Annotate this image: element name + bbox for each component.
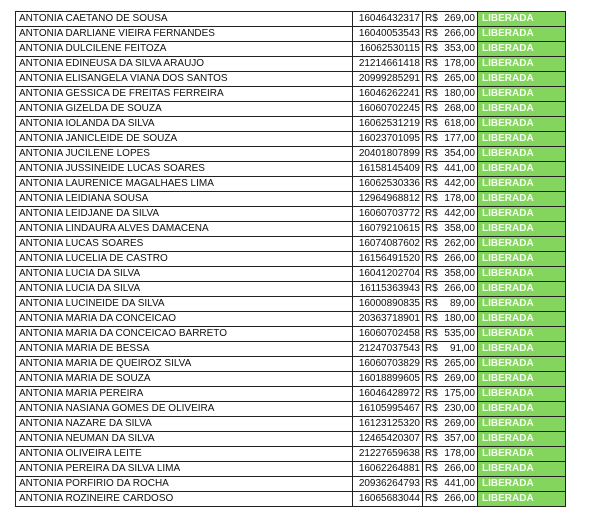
currency-cell: R$ (423, 177, 440, 192)
status-badge: LIBERADA (478, 267, 566, 282)
table-row (16, 327, 566, 342)
code-cell: 16046432317 (353, 12, 423, 27)
currency-cell: R$ (423, 237, 440, 252)
status-badge: LIBERADA (478, 387, 566, 402)
currency-cell: R$ (423, 492, 440, 507)
code-cell: 16115363943 (353, 282, 423, 297)
value-cell: 441,00 (440, 162, 478, 177)
name-cell: ANTONIA JUCILENE LOPES (16, 147, 353, 162)
value-cell: 618,00 (440, 117, 478, 132)
status-badge: LIBERADA (478, 87, 566, 102)
status-badge: LIBERADA (478, 297, 566, 312)
name-cell: ANTONIA PEREIRA DA SILVA LIMA (16, 462, 353, 477)
value-cell: 269,00 (440, 417, 478, 432)
status-badge: LIBERADA (478, 57, 566, 72)
code-cell: 20363718901 (353, 312, 423, 327)
table-row (16, 402, 566, 417)
currency-cell: R$ (423, 387, 440, 402)
code-cell: 16156491520 (353, 252, 423, 267)
currency-cell: R$ (423, 132, 440, 147)
table-row (16, 72, 566, 87)
status-badge: LIBERADA (478, 207, 566, 222)
table-row (16, 12, 566, 27)
code-cell: 16060703829 (353, 357, 423, 372)
currency-cell: R$ (423, 102, 440, 117)
name-cell: ANTONIA MARIA DE SOUZA (16, 372, 353, 387)
code-cell: 16041202704 (353, 267, 423, 282)
name-cell: ANTONIA JUSSINEIDE LUCAS SOARES (16, 162, 353, 177)
name-cell: ANTONIA CAETANO DE SOUSA (16, 12, 353, 27)
code-cell: 16046262241 (353, 87, 423, 102)
table-row (16, 147, 566, 162)
table-row (16, 132, 566, 147)
code-cell: 12964968812 (353, 192, 423, 207)
value-cell: 266,00 (440, 27, 478, 42)
name-cell: ANTONIA GIZELDA DE SOUZA (16, 102, 353, 117)
value-cell: 265,00 (440, 357, 478, 372)
name-cell: ANTONIA OLIVEIRA LEITE (16, 447, 353, 462)
status-badge: LIBERADA (478, 222, 566, 237)
value-cell: 266,00 (440, 462, 478, 477)
value-cell: 266,00 (440, 252, 478, 267)
value-cell: 353,00 (440, 42, 478, 57)
name-cell: ANTONIA NASIANA GOMES DE OLIVEIRA (16, 402, 353, 417)
name-cell: ANTONIA MARIA DA CONCEICAO BARRETO (16, 327, 353, 342)
value-cell: 357,00 (440, 432, 478, 447)
status-badge: LIBERADA (478, 462, 566, 477)
name-cell: ANTONIA LAURENICE MAGALHAES LIMA (16, 177, 353, 192)
name-cell: ANTONIA DARLIANE VIEIRA FERNANDES (16, 27, 353, 42)
value-cell: 269,00 (440, 372, 478, 387)
table-row (16, 312, 566, 327)
name-cell: ANTONIA ELISANGELA VIANA DOS SANTOS (16, 72, 353, 87)
value-cell: 268,00 (440, 102, 478, 117)
value-cell: 180,00 (440, 87, 478, 102)
code-cell: 16060703772 (353, 207, 423, 222)
code-cell: 20401807899 (353, 147, 423, 162)
table-row (16, 117, 566, 132)
name-cell: ANTONIA LEIDIANA SOUSA (16, 192, 353, 207)
currency-cell: R$ (423, 402, 440, 417)
table-row (16, 447, 566, 462)
code-cell: 16046428972 (353, 387, 423, 402)
status-badge: LIBERADA (478, 72, 566, 87)
currency-cell: R$ (423, 447, 440, 462)
table-row (16, 477, 566, 492)
currency-cell: R$ (423, 12, 440, 27)
code-cell: 21227659638 (353, 447, 423, 462)
status-badge: LIBERADA (478, 342, 566, 357)
code-cell: 16040053543 (353, 27, 423, 42)
name-cell: ANTONIA MARIA DE QUEIROZ SILVA (16, 357, 353, 372)
status-badge: LIBERADA (478, 432, 566, 447)
table-body (16, 12, 566, 507)
status-badge: LIBERADA (478, 447, 566, 462)
code-cell: 16074087602 (353, 237, 423, 252)
currency-cell: R$ (423, 87, 440, 102)
table-row (16, 372, 566, 387)
table-row (16, 207, 566, 222)
status-badge: LIBERADA (478, 177, 566, 192)
table-row (16, 162, 566, 177)
currency-cell: R$ (423, 312, 440, 327)
currency-cell: R$ (423, 27, 440, 42)
status-badge: LIBERADA (478, 372, 566, 387)
currency-cell: R$ (423, 207, 440, 222)
currency-cell: R$ (423, 282, 440, 297)
value-cell: 442,00 (440, 207, 478, 222)
table-row (16, 237, 566, 252)
beneficiary-table (15, 11, 566, 507)
table-row (16, 492, 566, 507)
currency-cell: R$ (423, 372, 440, 387)
name-cell: ANTONIA MARIA DA CONCEICAO (16, 312, 353, 327)
status-badge: LIBERADA (478, 477, 566, 492)
name-cell: ANTONIA LUCAS SOARES (16, 237, 353, 252)
name-cell: ANTONIA MARIA PEREIRA (16, 387, 353, 402)
table-row (16, 177, 566, 192)
code-cell: 16062530336 (353, 177, 423, 192)
code-cell: 20999285291 (353, 72, 423, 87)
code-cell: 16062530115 (353, 42, 423, 57)
code-cell: 21247037543 (353, 342, 423, 357)
status-badge: LIBERADA (478, 42, 566, 57)
code-cell: 21214661418 (353, 57, 423, 72)
status-badge: LIBERADA (478, 162, 566, 177)
value-cell: 175,00 (440, 387, 478, 402)
code-cell: 16062264881 (353, 462, 423, 477)
table-row (16, 267, 566, 282)
value-cell: 89,00 (440, 297, 478, 312)
currency-cell: R$ (423, 297, 440, 312)
currency-cell: R$ (423, 342, 440, 357)
table-row (16, 387, 566, 402)
table-row (16, 57, 566, 72)
code-cell: 16158145409 (353, 162, 423, 177)
table-row (16, 417, 566, 432)
currency-cell: R$ (423, 117, 440, 132)
name-cell: ANTONIA LUCIA DA SILVA (16, 282, 353, 297)
value-cell: 91,00 (440, 342, 478, 357)
name-cell: ANTONIA JANICLEIDE DE SOUZA (16, 132, 353, 147)
name-cell: ANTONIA LUCELIA DE CASTRO (16, 252, 353, 267)
value-cell: 535,00 (440, 327, 478, 342)
currency-cell: R$ (423, 357, 440, 372)
table-row (16, 282, 566, 297)
value-cell: 358,00 (440, 222, 478, 237)
currency-cell: R$ (423, 432, 440, 447)
value-cell: 178,00 (440, 447, 478, 462)
status-badge: LIBERADA (478, 147, 566, 162)
code-cell: 16000890835 (353, 297, 423, 312)
code-cell: 16060702458 (353, 327, 423, 342)
status-badge: LIBERADA (478, 27, 566, 42)
value-cell: 178,00 (440, 192, 478, 207)
status-badge: LIBERADA (478, 357, 566, 372)
table-row (16, 222, 566, 237)
name-cell: ANTONIA ROZINEIRE CARDOSO (16, 492, 353, 507)
code-cell: 16079210615 (353, 222, 423, 237)
value-cell: 442,00 (440, 177, 478, 192)
name-cell: ANTONIA LINDAURA ALVES DAMACENA (16, 222, 353, 237)
table-row (16, 462, 566, 477)
currency-cell: R$ (423, 327, 440, 342)
status-badge: LIBERADA (478, 117, 566, 132)
code-cell: 16060702245 (353, 102, 423, 117)
name-cell: ANTONIA LUCIA DA SILVA (16, 267, 353, 282)
code-cell: 20936264793 (353, 477, 423, 492)
value-cell: 265,00 (440, 72, 478, 87)
table-row (16, 27, 566, 42)
status-badge: LIBERADA (478, 327, 566, 342)
currency-cell: R$ (423, 252, 440, 267)
currency-cell: R$ (423, 192, 440, 207)
spreadsheet (15, 11, 566, 507)
currency-cell: R$ (423, 267, 440, 282)
name-cell: ANTONIA LEIDJANE DA SILVA (16, 207, 353, 222)
currency-cell: R$ (423, 42, 440, 57)
status-badge: LIBERADA (478, 12, 566, 27)
status-badge: LIBERADA (478, 102, 566, 117)
code-cell: 16065683044 (353, 492, 423, 507)
table-row (16, 432, 566, 447)
table-row (16, 297, 566, 312)
value-cell: 266,00 (440, 492, 478, 507)
status-badge: LIBERADA (478, 417, 566, 432)
name-cell: ANTONIA NEUMAN DA SILVA (16, 432, 353, 447)
name-cell: ANTONIA GESSICA DE FREITAS FERREIRA (16, 87, 353, 102)
name-cell: ANTONIA IOLANDA DA SILVA (16, 117, 353, 132)
value-cell: 178,00 (440, 57, 478, 72)
table-row (16, 87, 566, 102)
status-badge: LIBERADA (478, 237, 566, 252)
status-badge: LIBERADA (478, 282, 566, 297)
code-cell: 16123125320 (353, 417, 423, 432)
currency-cell: R$ (423, 477, 440, 492)
value-cell: 358,00 (440, 267, 478, 282)
code-cell: 16023701095 (353, 132, 423, 147)
value-cell: 441,00 (440, 477, 478, 492)
name-cell: ANTONIA PORFIRIO DA ROCHA (16, 477, 353, 492)
currency-cell: R$ (423, 147, 440, 162)
currency-cell: R$ (423, 72, 440, 87)
table-row (16, 42, 566, 57)
code-cell: 16018899605 (353, 372, 423, 387)
status-badge: LIBERADA (478, 132, 566, 147)
currency-cell: R$ (423, 417, 440, 432)
table-row (16, 192, 566, 207)
status-badge: LIBERADA (478, 402, 566, 417)
name-cell: ANTONIA LUCINEIDE DA SILVA (16, 297, 353, 312)
currency-cell: R$ (423, 462, 440, 477)
name-cell: ANTONIA EDINEUSA DA SILVA ARAUJO (16, 57, 353, 72)
value-cell: 177,00 (440, 132, 478, 147)
currency-cell: R$ (423, 222, 440, 237)
name-cell: ANTONIA DULCILENE FEITOZA (16, 42, 353, 57)
value-cell: 266,00 (440, 282, 478, 297)
value-cell: 230,00 (440, 402, 478, 417)
status-badge: LIBERADA (478, 252, 566, 267)
table-row (16, 102, 566, 117)
code-cell: 12465420307 (353, 432, 423, 447)
name-cell: ANTONIA MARIA DE BESSA (16, 342, 353, 357)
status-badge: LIBERADA (478, 192, 566, 207)
code-cell: 16105995467 (353, 402, 423, 417)
currency-cell: R$ (423, 57, 440, 72)
value-cell: 354,00 (440, 147, 478, 162)
value-cell: 262,00 (440, 237, 478, 252)
name-cell: ANTONIA NAZARE DA SILVA (16, 417, 353, 432)
code-cell: 16062531219 (353, 117, 423, 132)
value-cell: 269,00 (440, 12, 478, 27)
status-badge: LIBERADA (478, 492, 566, 507)
currency-cell: R$ (423, 162, 440, 177)
table-row (16, 357, 566, 372)
table-row (16, 342, 566, 357)
value-cell: 180,00 (440, 312, 478, 327)
table-row (16, 252, 566, 267)
status-badge: LIBERADA (478, 312, 566, 327)
